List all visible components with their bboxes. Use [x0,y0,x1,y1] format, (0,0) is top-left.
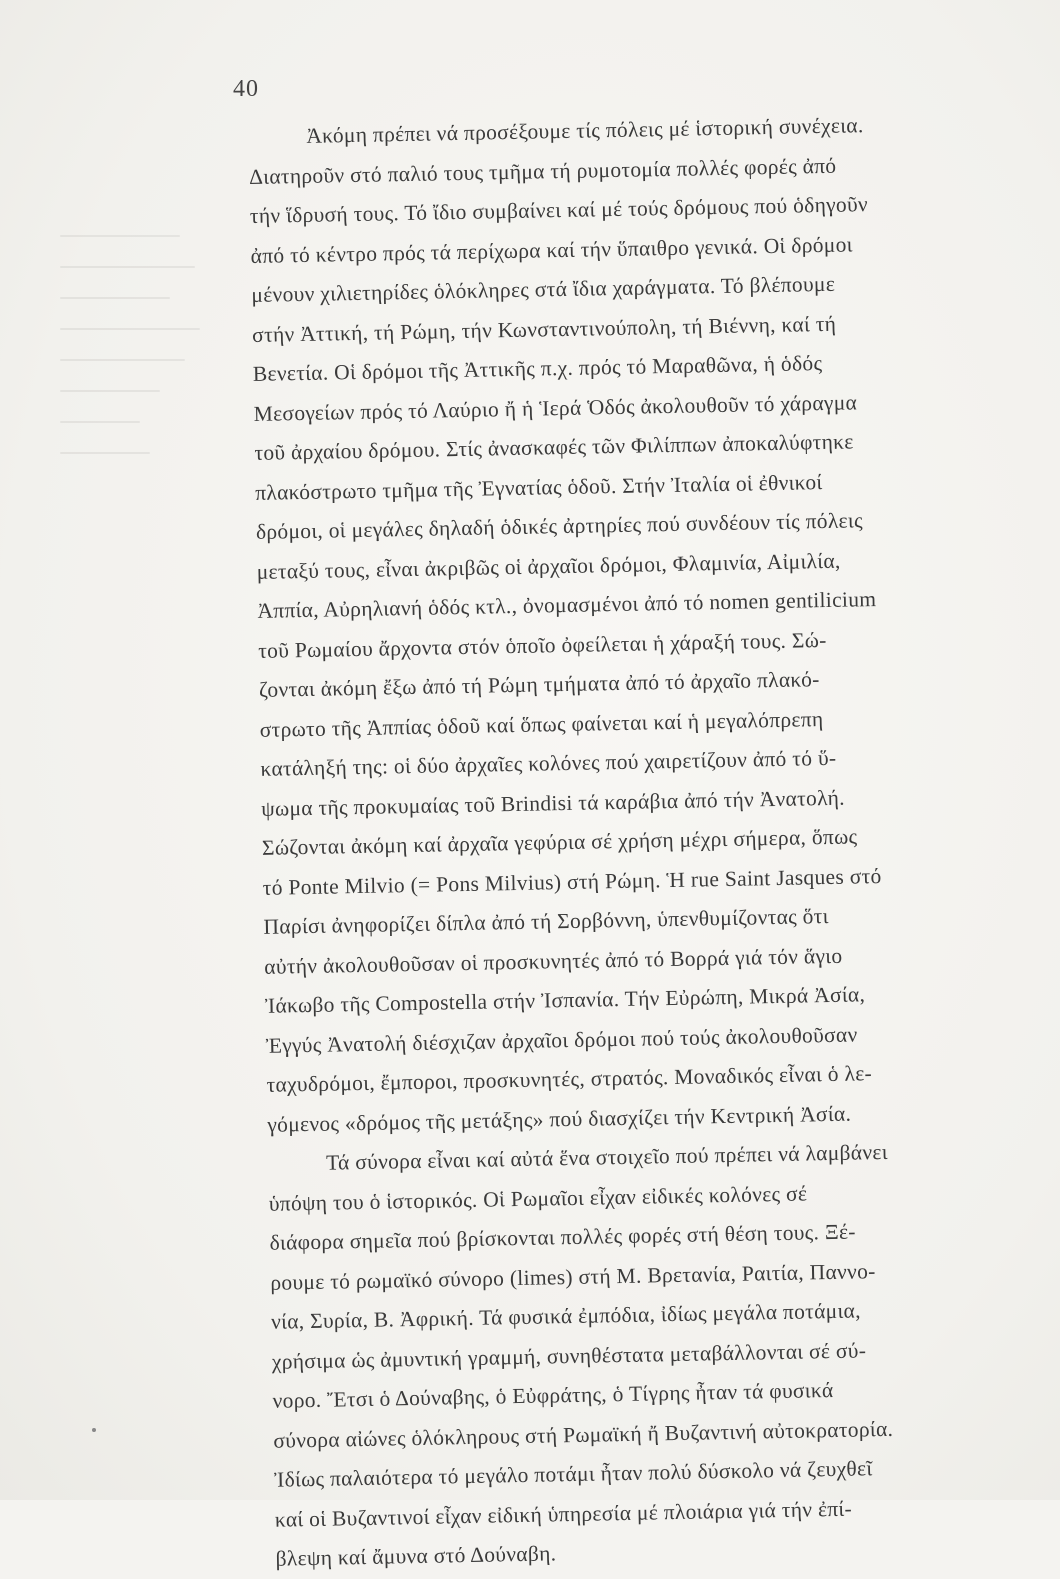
text-line: διάφορα σημεῖα πού βρίσκονται πολλές φορές στή θέση τους. Ξέ- [269,1219,856,1255]
text-line: βλεψη καί ἄμυνα στό Δούναβη. [275,1541,557,1571]
text-line: νία, Συρία, Β. Ἀφρική. Τά φυσικά ἐμπόδια, ἰδίως μεγάλα ποτάμια, [270,1298,862,1334]
text-line: ταχυδρόμοι, ἔμποροι, προσκυνητές, στρατός. Μοναδικός εἶναι ὁ λε- [266,1061,873,1097]
text-line: ἀπό τό κέντρο πρός τά περίχωρα καί τήν ὕπαιθρο γενικά. Οἱ δρόμοι [250,231,853,268]
text-line: Τά σύνορα εἶναι καί αὐτά ἕνα στοιχεῖο πού πρέπει νά λαμβάνει [325,1139,889,1175]
text-line: Ἐγγύς Ἀνατολή διέσχιζαν ἀρχαῖοι δρόμοι πού τούς ἀκολουθοῦσαν [265,1021,858,1058]
text-line: μεταξύ τους, εἶναι ἀκριβῶς οἱ ἀρχαῖοι δρόμοι, Φλαμινία, Αἰμιλία, [256,548,841,584]
text-line: Διατηροῦν στό παλιό τους τμῆμα τή ρυμοτομία πολλές φορές ἀπό [248,153,837,189]
text-line: στήν Ἀττική, τή Ρώμη, τήν Κωνσταντινούπολη, τή Βιέννη, καί τή [251,311,837,347]
text-line: μένουν χιλιετηρίδες ὁλόκληρες στά ἴδια χαράγματα. Τό βλέπουμε [251,271,836,307]
text-line: Σώζονται ἀκόμη καί ἀρχαῖα γεφύρια σέ χρήση μέχρι σήμερα, ὅπως [261,824,858,860]
bleed-through-text [60,235,210,515]
page-number: 40 [233,76,259,102]
text-line: Ἀκόμη πρέπει νά προσέξουμε τίς πόλεις μέ ἱστορική συνέχεια. [306,113,864,148]
text-line: κατάληξή της: οἱ δύο ἀρχαῖες κολόνες πού χαιρετίζουν ἀπό τό ὕ- [260,745,837,781]
body-text [248,103,1046,1579]
text-line: καί οἱ Βυζαντινοί εἶχαν εἰδική ὑπηρεσία μέ πλοιάρια γιά τήν ἐπί- [274,1496,853,1532]
ink-speck [92,1428,96,1432]
text-line: Μεσογείων πρός τό Λαύριο ἤ ἡ Ἱερά Ὁδός ἀκολουθοῦν τό χάραγμα [253,389,858,426]
text-line: αὐτήν ἀκολουθοῦσαν οἱ προσκυνητές ἀπό τό Βορρά γιά τόν ἅγιο [264,943,843,979]
text-line: σύνορα αἰώνες ὁλόκληρους στή Ρωμαϊκή ἤ Βυζαντινή αὐτοκρατορία. [273,1416,894,1453]
text-line: ὑπόψη του ὁ ἱστορικός. Οἱ Ρωμαῖοι εἶχαν εἰδικές κολόνες σέ [268,1180,808,1216]
text-line: Ἰδίως παλαιότερα τό μεγάλο ποτάμι ἦταν πολύ δύσκολο νά ζευχθεῖ [273,1456,873,1492]
text-line: πλακόστρωτο τμῆμα τῆς Ἐγνατίας ὁδοῦ. Στήν Ἰταλία οἱ ἐθνικοί [254,469,823,505]
text-line: Ἀππία, Αὐρηλιανή ὁδός κτλ., ὀνομασμένοι ἀπό τό nomen gentilicium [257,587,877,623]
text-line: ρουμε τό ρωμαϊκό σύνορο (limes) στή Μ. Βρετανία, Ραιτία, Παννο- [270,1258,876,1295]
text-line: χρήσιμα ὡς ἀμυντική γραμμή, συνηθέστατα μεταβάλλονται σέ σύ- [271,1337,867,1374]
text-line: νορο. Ἔτσι ὁ Δούναβης, ὁ Εὐφράτης, ὁ Τίγρης ἦταν τά φυσικά [272,1377,834,1413]
text-line: γόμενος «δρόμος τῆς μετάξης» πού διασχίζει τήν Κεντρική Ἀσία. [267,1101,852,1137]
text-line: Παρίσι ἀνηφορίζει δίπλα ἀπό τή Σορβόννη, ὑπενθυμίζοντας ὅτι [263,904,829,939]
text-line: τήν ἵδρυσή τους. Τό ἴδιο συμβαίνει καί μέ τούς δρόμους πού ὁδηγοῦν [249,192,869,228]
text-line: τοῦ Ρωμαίου ἄρχοντα στόν ὁποῖο ὀφείλεται ἡ χάραξή τους. Σώ- [257,627,827,663]
text-line: ψωμα τῆς προκυμαίας τοῦ Brindisi τά καράβια ἀπό τήν Ἀνατολή. [261,785,846,821]
text-line: στρωτο τῆς Ἀππίας ὁδοῦ καί ὅπως φαίνεται καί ἡ μεγαλόπρεπη [259,706,824,742]
text-line: τό Ponte Milvio (= Pons Milvius) στή Ρώμη. Ἡ rue Saint Jasques στό [262,863,882,900]
text-line: Ἰάκωβο τῆς Compostella στήν Ἰσπανία. Τήν Εὐρώπη, Μικρά Ἀσία, [264,982,866,1018]
text-line: ζονται ἀκόμη ἔξω ἀπό τή Ρώμη τμήματα ἀπό τό ἀρχαῖο πλακό- [258,667,820,702]
text-line: τοῦ ἀρχαίου δρόμου. Στίς ἀνασκαφές τῶν Φιλίππων ἀποκαλύφτηκε [254,429,854,465]
text-line: Βενετία. Οἱ δρόμοι τῆς Ἀττικῆς π.χ. πρός τό Μαραθῶνα, ἡ ὁδός [252,351,823,386]
text-line: δρόμοι, οἱ μεγάλες δηλαδή ὁδικές ἀρτηρίες πού συνδέουν τίς πόλεις [255,508,864,544]
